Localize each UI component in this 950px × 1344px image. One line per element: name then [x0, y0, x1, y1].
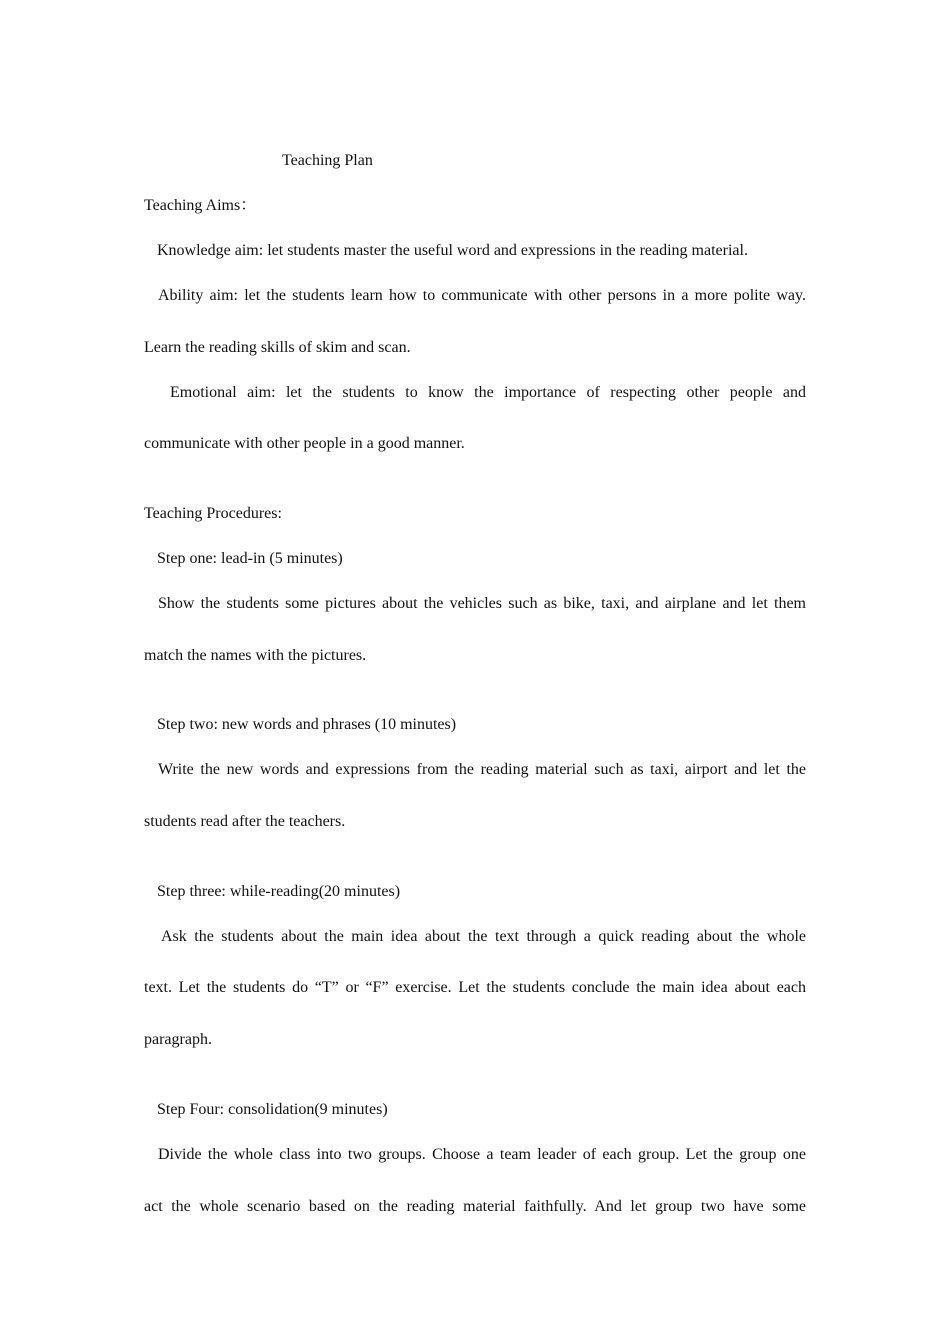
step-one-line-1: Show the students some pictures about the vehicles such as bike, taxi, and airplane and let them [158, 595, 806, 612]
step-one-title: Step one: lead-in (5 minutes) [157, 550, 343, 567]
step-four-line-1: Divide the whole class into two groups. Choose a team leader of each group. Let the group one [158, 1146, 806, 1163]
step-three-line-2: text. Let the students do “T” or “F” exercise. Let the students conclude the main idea about each [144, 979, 806, 996]
teaching-aims-heading: Teaching Aims： [144, 197, 257, 214]
emotional-aim-line-2: communicate with other people in a good manner. [144, 435, 465, 452]
step-two-title: Step two: new words and phrases (10 minutes) [157, 716, 457, 733]
teaching-procedures-heading: Teaching Procedures: [144, 505, 282, 522]
step-three-line-1: Ask the students about the main idea about the text through a quick reading about the whole [161, 928, 806, 945]
step-one-line-2: match the names with the pictures. [144, 647, 367, 664]
emotional-aim-line-1: Emotional aim: let the students to know the importance of respecting other people and [170, 384, 806, 401]
knowledge-aim: Knowledge aim: let students master the useful word and expressions in the reading material. [157, 242, 748, 259]
step-four-title: Step Four: consolidation(9 minutes) [157, 1101, 388, 1118]
step-three-title: Step three: while-reading(20 minutes) [157, 883, 401, 900]
ability-aim-line-1: Ability aim: let the students learn how to communicate with other persons in a more polite way. [158, 287, 806, 304]
page-title: Teaching Plan [282, 152, 373, 169]
step-two-line-2: students read after the teachers. [144, 813, 346, 830]
step-four-line-2: act the whole scenario based on the reading material faithfully. And let group two have some [144, 1198, 806, 1215]
ability-aim-line-2: Learn the reading skills of skim and scan. [144, 339, 411, 356]
step-two-line-1: Write the new words and expressions from the reading material such as taxi, airport and let the [158, 761, 806, 778]
step-three-line-3: paragraph. [144, 1031, 212, 1048]
